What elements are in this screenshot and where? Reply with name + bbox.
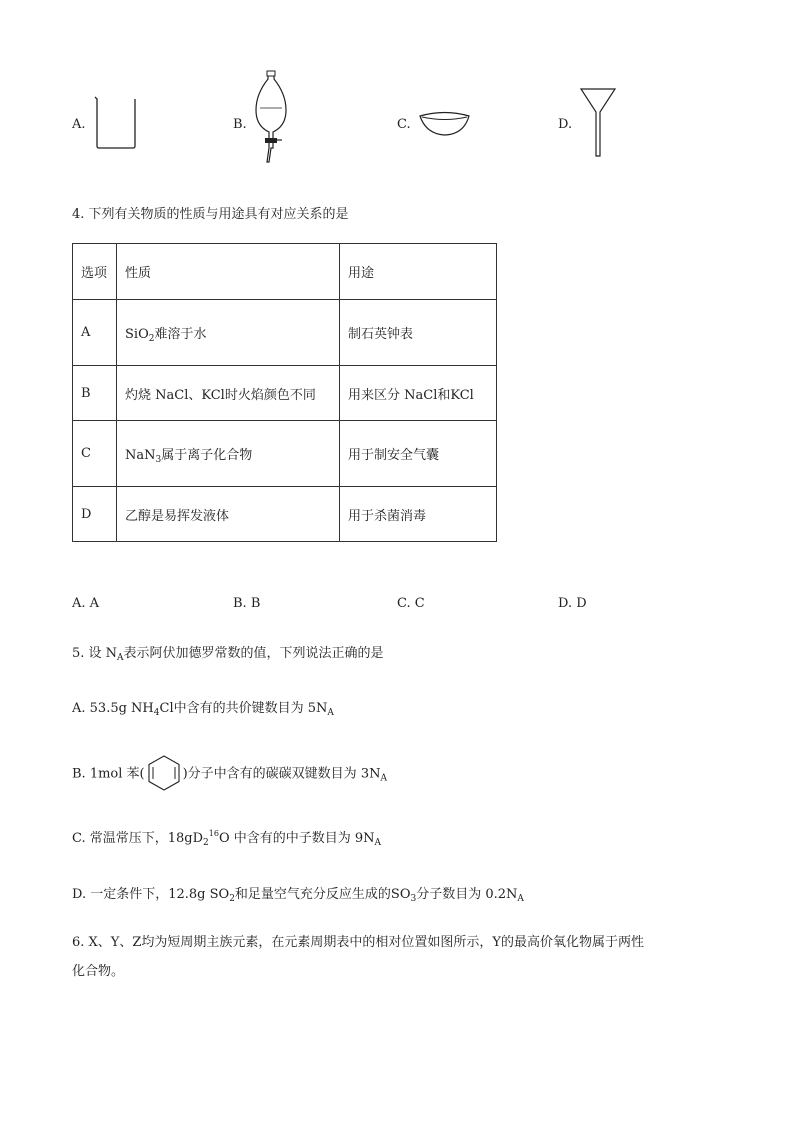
- row-option: A: [73, 300, 117, 366]
- row-property: 灼烧 NaCl、KCl时火焰颜色不同: [117, 366, 340, 421]
- beaker-icon: [94, 96, 140, 150]
- q4-answer-c: C. C: [397, 596, 425, 611]
- q5-stem: 5. 设 $N_A$表示阿伏加德罗常数的值，下列说法正确的是: [72, 646, 384, 663]
- q5-option-a: A. 53.5g $NH_4Cl$中含有的共价键数目为 $5N_A$: [72, 701, 334, 718]
- header-property: 性质: [117, 244, 340, 300]
- header-option: 选项: [73, 244, 117, 300]
- row-option: C: [73, 421, 117, 487]
- q5-option-c: C. 常温常压下，$18gD_2^{16}O$ 中含有的中子数目为 $9N_A$: [72, 829, 382, 848]
- row-option: D: [73, 487, 117, 542]
- benzene-ring-icon: [147, 754, 181, 792]
- row-property: SiO$_2$难溶于水: [117, 300, 340, 366]
- option-c-label: C.: [397, 117, 411, 132]
- q4-answer-a: A. A: [72, 596, 100, 611]
- q6-line-1: 6. X、Y、Z均为短周期主族元素，在元素周期表中的相对位置如图所示，Y的最高价氧化物属于两性: [72, 935, 644, 950]
- separatory-funnel-icon: [252, 70, 292, 174]
- q5-option-d: D. 一定条件下，12.8g $SO_2$和足量空气充分反应生成的$SO_3$分子数目为 $0.2N_A$: [72, 887, 524, 904]
- q4-answer-d: D. D: [558, 596, 587, 611]
- funnel-icon: [580, 88, 616, 160]
- option-b-label: B.: [233, 117, 247, 132]
- table-header-row: [73, 244, 497, 300]
- header-use: 用途: [340, 244, 497, 300]
- row-use: 用于制安全气囊: [340, 421, 497, 487]
- evaporating-dish-icon: [418, 110, 472, 138]
- table-row: [73, 300, 497, 366]
- row-property: NaN$_3$属于离子化合物: [117, 421, 340, 487]
- row-option: B: [73, 366, 117, 421]
- option-d-label: D.: [558, 117, 573, 132]
- row-use: 制石英钟表: [340, 300, 497, 366]
- q4-table: [72, 243, 497, 542]
- q6-line-2: 化合物。: [72, 964, 125, 979]
- q4-question: 4. 下列有关物质的性质与用途具有对应关系的是: [72, 207, 349, 222]
- row-use: 用来区分 NaCl和KCl: [340, 366, 497, 421]
- table-row: [73, 487, 497, 542]
- table-row: [73, 421, 497, 487]
- table-row: [73, 366, 497, 421]
- q4-answer-b: B. B: [233, 596, 261, 611]
- option-a-label: A.: [72, 117, 86, 132]
- row-property: 乙醇是易挥发液体: [117, 487, 340, 542]
- row-use: 用于杀菌消毒: [340, 487, 497, 542]
- q5-option-b: B. 1mol 苯( )分子中含有的碳碳双键数目为 $3N_A$: [72, 766, 387, 783]
